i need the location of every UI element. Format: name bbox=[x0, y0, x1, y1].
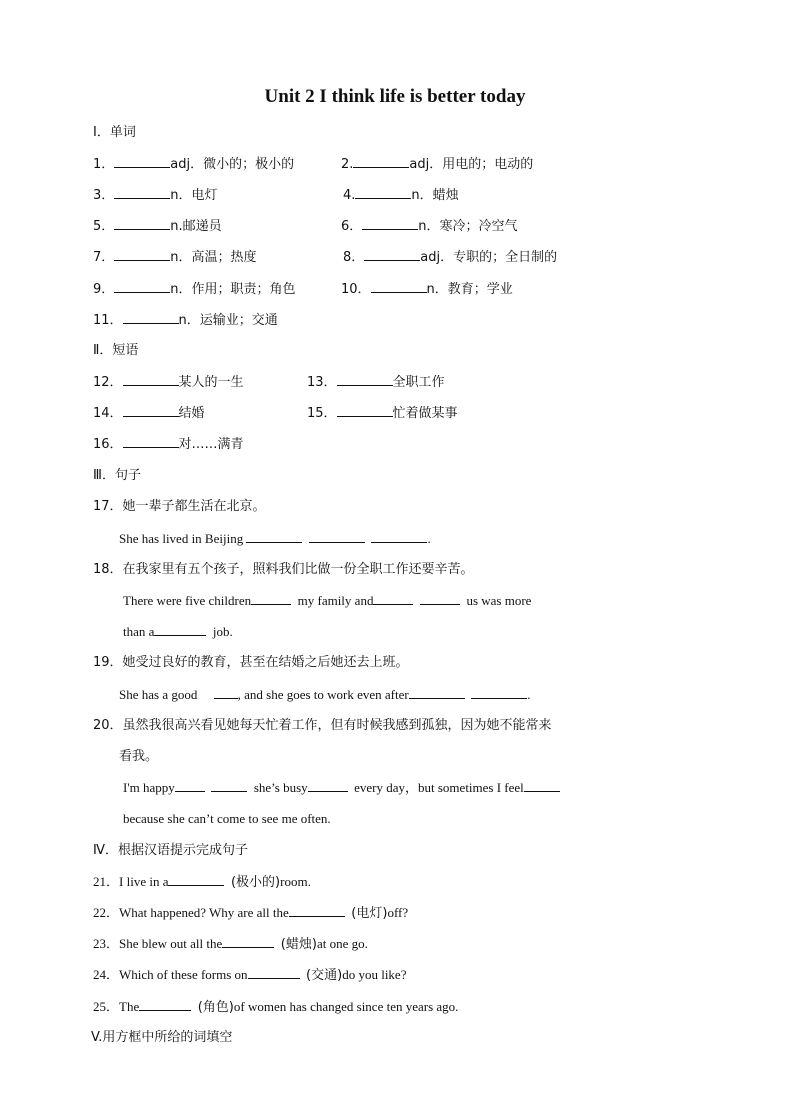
answer-blank[interactable] bbox=[289, 904, 345, 917]
chinese-prompt: 虽然我很高兴看见她每天忙着工作，但有时候我感到孤独，因为她不能常来 bbox=[122, 718, 552, 733]
english-text: at one go. bbox=[316, 936, 368, 951]
answer-blank[interactable] bbox=[353, 155, 409, 168]
item-text: adj．用电的；电动的 bbox=[409, 157, 534, 172]
question-18-prompt bbox=[93, 561, 474, 579]
chinese-hint: (极小的) bbox=[230, 875, 281, 890]
english-text: She blew out all the bbox=[119, 936, 223, 951]
item-text: n．蜡烛 bbox=[411, 188, 459, 203]
item-number: 16． bbox=[93, 437, 123, 452]
completion-item-22 bbox=[93, 904, 408, 923]
question-20-prompt-cont: 看我。 bbox=[119, 749, 159, 764]
phrase-item-15 bbox=[307, 404, 458, 423]
vocab-item-11 bbox=[93, 311, 278, 330]
vocab-item-4 bbox=[343, 186, 459, 205]
answer-blank[interactable] bbox=[139, 998, 191, 1011]
answer-blank[interactable] bbox=[373, 592, 413, 605]
english-text: . bbox=[427, 531, 431, 546]
vocab-item-3 bbox=[93, 186, 218, 205]
english-text: she’s busy bbox=[253, 780, 308, 795]
chinese-hint: (交通) bbox=[306, 968, 343, 983]
answer-blank[interactable] bbox=[114, 155, 170, 168]
answer-blank[interactable] bbox=[308, 779, 348, 792]
answer-blank[interactable] bbox=[355, 186, 411, 199]
answer-blank[interactable] bbox=[364, 248, 420, 261]
answer-blank[interactable] bbox=[123, 435, 179, 448]
vocab-item-10 bbox=[341, 280, 513, 299]
item-text: n．电灯 bbox=[170, 188, 218, 203]
item-text: n．寒冷；冷空气 bbox=[418, 219, 518, 234]
item-text: adj．专职的；全日制的 bbox=[420, 250, 558, 265]
question-18-answer-line-2 bbox=[123, 623, 233, 641]
item-number: 12． bbox=[93, 375, 123, 390]
item-number: 9． bbox=[93, 282, 115, 297]
answer-blank[interactable] bbox=[362, 217, 418, 230]
answer-blank[interactable] bbox=[211, 779, 247, 792]
phrase-item-14 bbox=[93, 404, 205, 423]
english-text: job. bbox=[212, 624, 233, 639]
chinese-prompt: 在我家里有五个孩子，照料我们比做一份全职工作还要辛苦。 bbox=[122, 562, 474, 577]
section-heading-word-box: V.用方框中所给的词填空 bbox=[91, 1030, 233, 1045]
item-text: 某人的一生 bbox=[178, 375, 244, 390]
english-text: off? bbox=[387, 905, 409, 920]
item-number: 6． bbox=[341, 219, 363, 234]
page-title: Unit 2 I think life is better today bbox=[264, 86, 526, 107]
item-number: 3． bbox=[93, 188, 115, 203]
answer-blank[interactable] bbox=[337, 404, 393, 417]
item-number: 18． bbox=[93, 562, 123, 577]
english-text: do you like? bbox=[342, 967, 407, 982]
phrase-item-12 bbox=[93, 373, 244, 392]
vocab-item-1 bbox=[93, 155, 294, 174]
item-number: 14． bbox=[93, 406, 123, 421]
completion-item-25 bbox=[93, 998, 458, 1017]
item-number: 22． bbox=[93, 905, 120, 920]
vocab-item-9 bbox=[93, 280, 296, 299]
question-17-answer-line bbox=[119, 530, 431, 548]
question-17-prompt bbox=[93, 498, 266, 516]
item-text: 忙着做某事 bbox=[392, 406, 458, 421]
item-number: 20． bbox=[93, 718, 123, 733]
question-19-answer-line bbox=[119, 686, 530, 704]
english-text: us was more bbox=[466, 593, 532, 608]
answer-blank[interactable] bbox=[524, 779, 560, 792]
chinese-prompt: 她一辈子都生活在北京。 bbox=[122, 499, 266, 514]
chinese-prompt: 她受过良好的教育，甚至在结婚之后她还去上班。 bbox=[122, 655, 409, 670]
phrase-item-16 bbox=[93, 435, 244, 454]
question-19-prompt bbox=[93, 654, 409, 672]
section-heading-phrases: Ⅱ．短语 bbox=[93, 343, 139, 358]
answer-blank[interactable] bbox=[471, 686, 527, 699]
english-text: every day，but sometimes I feel bbox=[354, 780, 524, 795]
item-number: 8． bbox=[343, 250, 365, 265]
english-text: . bbox=[527, 687, 531, 702]
english-text: I live in a bbox=[119, 874, 169, 889]
item-text: 结婚 bbox=[178, 406, 205, 421]
english-text: Which of these forms on bbox=[119, 967, 248, 982]
answer-blank[interactable] bbox=[175, 779, 205, 792]
item-number: 17． bbox=[93, 499, 123, 514]
item-number: 1． bbox=[93, 157, 115, 172]
answer-blank[interactable] bbox=[114, 280, 170, 293]
chinese-hint: (电灯) bbox=[351, 906, 388, 921]
english-text: of women has changed since ten years ago. bbox=[233, 999, 459, 1014]
english-text: There were five children bbox=[123, 593, 252, 608]
item-number: 11． bbox=[93, 313, 123, 328]
answer-blank[interactable] bbox=[420, 592, 460, 605]
item-text: n．运输业；交通 bbox=[178, 313, 278, 328]
answer-blank[interactable] bbox=[409, 686, 465, 699]
vocab-item-7 bbox=[93, 248, 257, 267]
english-text: She has a good bbox=[119, 687, 198, 702]
section-heading-vocab: Ⅰ．单词 bbox=[93, 125, 136, 140]
answer-blank[interactable] bbox=[248, 966, 300, 979]
item-number: 21． bbox=[93, 874, 120, 889]
english-text: She has lived in Beijing bbox=[119, 531, 244, 546]
answer-blank[interactable] bbox=[114, 217, 170, 230]
answer-blank[interactable] bbox=[168, 873, 224, 886]
question-20-answer-line-2: because she can’t come to see me often. bbox=[123, 811, 331, 826]
vocab-item-5 bbox=[93, 217, 222, 236]
answer-blank[interactable] bbox=[123, 373, 179, 386]
english-text: What happened? Why are all the bbox=[119, 905, 289, 920]
english-text: The bbox=[119, 999, 140, 1014]
english-text: room. bbox=[280, 874, 311, 889]
section-heading-sentences: Ⅲ．句子 bbox=[93, 468, 141, 483]
answer-blank[interactable] bbox=[114, 248, 170, 261]
completion-item-24 bbox=[93, 966, 406, 985]
english-text: than a bbox=[123, 624, 155, 639]
item-number: 24． bbox=[93, 967, 120, 982]
vocab-item-2 bbox=[341, 155, 533, 174]
item-text: adj．微小的；极小的 bbox=[170, 157, 295, 172]
phrase-item-13 bbox=[307, 373, 445, 392]
answer-blank[interactable] bbox=[214, 686, 238, 699]
section-heading-completion: Ⅳ．根据汉语提示完成句子 bbox=[93, 843, 248, 858]
answer-blank[interactable] bbox=[154, 623, 206, 636]
item-number: 2. bbox=[341, 157, 354, 172]
item-text: n．作用；职责；角色 bbox=[170, 282, 296, 297]
vocab-item-8 bbox=[343, 248, 557, 267]
answer-blank[interactable] bbox=[337, 373, 393, 386]
chinese-hint: (角色) bbox=[197, 1000, 234, 1015]
answer-blank[interactable] bbox=[123, 311, 179, 324]
english-text: my family and bbox=[297, 593, 374, 608]
item-number: 4. bbox=[343, 188, 356, 203]
item-text: n．教育；学业 bbox=[426, 282, 513, 297]
item-text: n．高温；热度 bbox=[170, 250, 257, 265]
completion-item-23 bbox=[93, 935, 368, 954]
item-number: 25． bbox=[93, 999, 120, 1014]
question-20-prompt bbox=[93, 717, 552, 735]
english-text: I'm happy bbox=[123, 780, 175, 795]
item-number: 23． bbox=[93, 936, 120, 951]
item-number: 13． bbox=[307, 375, 337, 390]
chinese-hint: (蜡烛) bbox=[280, 937, 317, 952]
item-text: 对……满青 bbox=[178, 437, 244, 452]
question-18-answer-line-1 bbox=[123, 592, 531, 610]
item-number: 5． bbox=[93, 219, 115, 234]
item-number: 10． bbox=[341, 282, 371, 297]
vocab-item-6 bbox=[341, 217, 518, 236]
item-text: 全职工作 bbox=[392, 375, 445, 390]
item-number: 19． bbox=[93, 655, 123, 670]
answer-blank[interactable] bbox=[123, 404, 179, 417]
completion-item-21 bbox=[93, 873, 311, 892]
item-number: 15． bbox=[307, 406, 337, 421]
question-20-answer-line-1 bbox=[123, 779, 560, 797]
english-text: , and she goes to work even after bbox=[237, 687, 409, 702]
answer-blank[interactable] bbox=[371, 280, 427, 293]
answer-blank[interactable] bbox=[114, 186, 170, 199]
item-number: 7． bbox=[93, 250, 115, 265]
item-text: n.邮递员 bbox=[170, 219, 222, 234]
answer-blank[interactable] bbox=[222, 935, 274, 948]
answer-blank[interactable] bbox=[246, 530, 302, 543]
answer-blank[interactable] bbox=[251, 592, 291, 605]
answer-blank[interactable] bbox=[309, 530, 365, 543]
answer-blank[interactable] bbox=[371, 530, 427, 543]
